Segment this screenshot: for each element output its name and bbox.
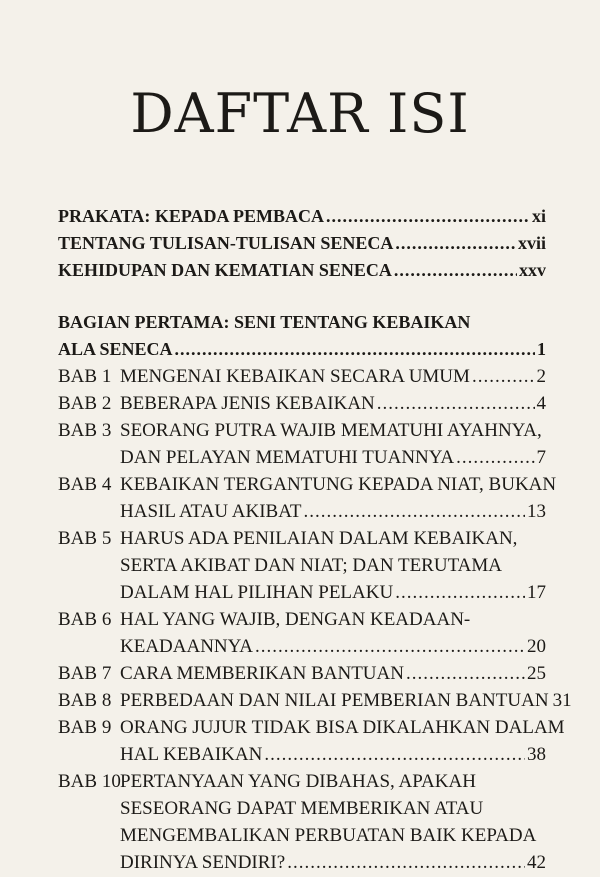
chapter-title: CARA MEMBERIKAN BANTUAN bbox=[120, 663, 404, 684]
chapter-entry[interactable] bbox=[120, 852, 546, 874]
chapter-page: 38 bbox=[527, 744, 546, 765]
leader-dots bbox=[394, 260, 517, 281]
leader-dots bbox=[395, 233, 516, 254]
chapter-title: DIRINYA SENDIRI? bbox=[120, 852, 286, 873]
leader-dots bbox=[303, 501, 525, 523]
chapter-title: HAL KEBAIKAN bbox=[120, 744, 263, 765]
chapter-title: ORANG JUJUR TIDAK BISA DIKALAHKAN DALAM bbox=[120, 717, 565, 738]
chapter-title-line bbox=[120, 771, 546, 793]
chapter-label: BAB 4 bbox=[58, 474, 112, 495]
chapter-page: 2 bbox=[536, 366, 546, 387]
chapter-page: 7 bbox=[536, 447, 546, 468]
chapter-entry[interactable] bbox=[120, 366, 546, 388]
chapter-page: 20 bbox=[527, 636, 546, 657]
chapter-entry[interactable] bbox=[120, 582, 546, 604]
leader-dots bbox=[472, 366, 535, 388]
leader-dots bbox=[326, 206, 530, 227]
chapter-title: PERTANYAAN YANG DIBAHAS, APAKAH bbox=[120, 771, 476, 792]
chapter-title-line bbox=[120, 717, 565, 739]
chapter-label: BAB 9 bbox=[58, 717, 112, 738]
chapter-page: 25 bbox=[527, 663, 546, 684]
chapter-title-line bbox=[120, 474, 557, 496]
leader-dots bbox=[456, 447, 534, 469]
chapter-label: BAB 8 bbox=[58, 690, 112, 711]
leader-dots bbox=[395, 582, 525, 604]
part-title-line-2: ALA SENECA bbox=[58, 339, 173, 359]
leader-dots bbox=[377, 393, 535, 415]
chapter-page: 31 bbox=[552, 690, 572, 711]
chapter-label: BAB 10 bbox=[58, 771, 121, 792]
toc-entry[interactable] bbox=[58, 260, 546, 281]
toc-entry-title: TENTANG TULISAN-TULISAN SENECA bbox=[58, 233, 394, 253]
chapter-title: KEBAIKAN TERGANTUNG KEPADA NIAT, BUKAN bbox=[120, 474, 557, 495]
chapter-label: BAB 5 bbox=[58, 528, 112, 549]
chapter-page: 17 bbox=[527, 582, 546, 603]
chapter-title-line bbox=[120, 420, 546, 442]
chapter-title: PERBEDAAN DAN NILAI PEMBERIAN BANTUAN bbox=[120, 690, 549, 711]
chapter-entry[interactable] bbox=[120, 690, 572, 712]
leader-dots bbox=[255, 636, 525, 658]
toc-entry-page: xi bbox=[531, 206, 546, 226]
chapter-title: DALAM HAL PILIHAN PELAKU bbox=[120, 582, 394, 603]
leader-dots bbox=[287, 852, 525, 874]
chapter-title: HARUS ADA PENILAIAN DALAM KEBAIKAN, bbox=[120, 528, 518, 549]
part-heading[interactable] bbox=[58, 339, 546, 360]
chapter-label: BAB 7 bbox=[58, 663, 112, 684]
page-title: DAFTAR ISI bbox=[130, 82, 470, 145]
chapter-entry[interactable] bbox=[120, 501, 546, 523]
toc-entry-page: xvii bbox=[517, 233, 546, 253]
chapter-title: HASIL ATAU AKIBAT bbox=[120, 501, 302, 522]
chapter-label: BAB 2 bbox=[58, 393, 112, 414]
leader-dots bbox=[264, 744, 525, 766]
chapter-entry[interactable] bbox=[120, 636, 546, 658]
chapter-page: 13 bbox=[527, 501, 546, 522]
toc-entry[interactable] bbox=[58, 233, 546, 254]
chapter-title: SESEORANG DAPAT MEMBERIKAN ATAU bbox=[120, 798, 484, 819]
chapter-entry[interactable] bbox=[120, 663, 546, 685]
chapter-title-line bbox=[120, 555, 546, 577]
chapter-title-line bbox=[120, 798, 546, 820]
chapter-label: BAB 3 bbox=[58, 420, 112, 441]
chapter-title: HAL YANG WAJIB, DENGAN KEADAAN- bbox=[120, 609, 471, 630]
chapter-title: SEORANG PUTRA WAJIB MEMATUHI AYAHNYA, bbox=[120, 420, 542, 441]
leader-dots bbox=[406, 663, 525, 685]
part-title-line-1: BAGIAN PERTAMA: SENI TENTANG KEBAIKAN bbox=[58, 312, 471, 332]
chapter-title: BEBERAPA JENIS KEBAIKAN bbox=[120, 393, 375, 414]
chapter-page: 4 bbox=[536, 393, 546, 414]
chapter-entry[interactable] bbox=[120, 744, 546, 766]
leader-dots bbox=[175, 339, 535, 360]
chapter-entry[interactable] bbox=[120, 393, 546, 415]
toc-entry-page: xxv bbox=[519, 260, 546, 280]
chapter-title: SERTA AKIBAT DAN NIAT; DAN TERUTAMA bbox=[120, 555, 502, 576]
toc-entry-title: KEHIDUPAN DAN KEMATIAN SENECA bbox=[58, 260, 392, 280]
chapter-title: KEADAANNYA bbox=[120, 636, 253, 657]
chapter-entry[interactable] bbox=[120, 447, 546, 469]
part-heading-line bbox=[58, 312, 546, 333]
chapter-title: MENGENAI KEBAIKAN SECARA UMUM bbox=[120, 366, 470, 387]
chapter-label: BAB 1 bbox=[58, 366, 112, 387]
chapter-title-line bbox=[120, 825, 546, 847]
chapter-title-line bbox=[120, 528, 546, 550]
toc-entry-title: PRAKATA: KEPADA PEMBACA bbox=[58, 206, 324, 226]
toc-entry-page: 1 bbox=[537, 339, 546, 359]
toc-entry[interactable] bbox=[58, 206, 546, 227]
chapter-title: DAN PELAYAN MEMATUHI TUANNYA bbox=[120, 447, 455, 468]
chapter-title: MENGEMBALIKAN PERBUATAN BAIK KEPADA bbox=[120, 825, 537, 846]
chapter-label: BAB 6 bbox=[58, 609, 112, 630]
chapter-title-line bbox=[120, 609, 546, 631]
chapter-page: 42 bbox=[527, 852, 546, 873]
